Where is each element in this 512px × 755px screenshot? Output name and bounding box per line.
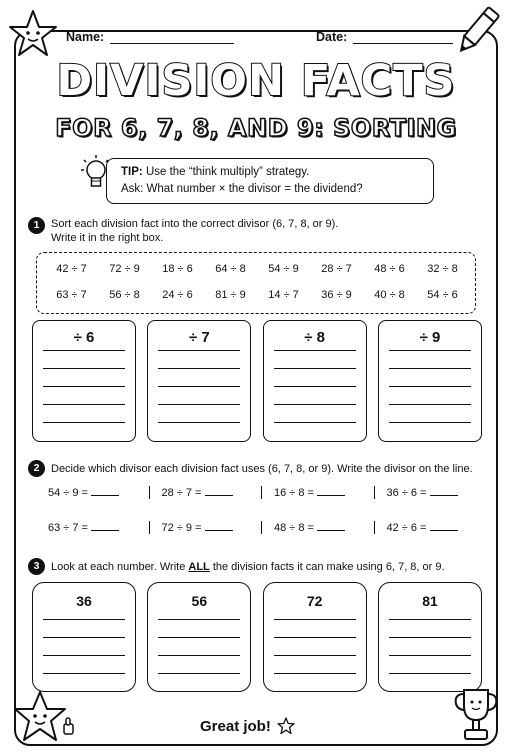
- fact-item: 54 ÷ 6: [427, 289, 458, 301]
- number-box-heading: 72: [306, 593, 323, 609]
- star-mascot-icon: [6, 8, 60, 62]
- number-box-72[interactable]: [263, 582, 367, 692]
- fact-item: 24 ÷ 6: [162, 289, 193, 301]
- sort-box-9[interactable]: [378, 320, 482, 442]
- number-boxes: [32, 582, 482, 692]
- answer-blank[interactable]: [317, 521, 345, 531]
- section-2-number: 2: [28, 460, 45, 477]
- emphasis-all: ALL: [188, 560, 210, 573]
- fact-item: 32 ÷ 8: [427, 263, 458, 275]
- fact-item: 42 ÷ 7: [56, 263, 87, 275]
- fact-item: 40 ÷ 8: [374, 289, 405, 301]
- number-box-81[interactable]: [378, 582, 482, 692]
- divisor-item: 48 ÷ 8 =: [261, 521, 374, 534]
- date-field: [316, 30, 453, 44]
- answer-blank[interactable]: [205, 486, 233, 496]
- tip-box: [106, 158, 434, 204]
- answer-blank[interactable]: [91, 486, 119, 496]
- divisor-item: 16 ÷ 8 =: [261, 486, 374, 499]
- tip-label: TIP:: [121, 166, 143, 178]
- number-box-heading: 36: [76, 593, 92, 609]
- sort-box-8[interactable]: [263, 320, 367, 442]
- section-3-number: 3: [28, 558, 45, 575]
- fact-item: 28 ÷ 7: [321, 263, 352, 275]
- pencil-icon: [450, 4, 506, 60]
- sort-box-heading: ÷ 7: [188, 329, 210, 346]
- section-1-instructions: [28, 217, 488, 245]
- sort-box-7[interactable]: [147, 320, 251, 442]
- fact-item: 54 ÷ 9: [268, 263, 299, 275]
- tip-text-2: Ask: What number × the divisor = the dividend?: [121, 183, 363, 195]
- section-3-instructions: 3 Look at each number. Write ALL the division facts it can make using 6, 7, 8, or 9.: [28, 558, 498, 575]
- fact-item: 72 ÷ 9: [109, 263, 140, 275]
- sort-box-6[interactable]: [32, 320, 136, 442]
- date-line[interactable]: [353, 32, 453, 44]
- sort-box-heading: ÷ 9: [419, 329, 441, 346]
- divisor-item: 42 ÷ 6 =: [374, 521, 487, 534]
- worksheet-subtitle: FOR 6, 7, 8, AND 9: SORTING: [55, 114, 457, 142]
- divisor-item: 63 ÷ 7 =: [36, 521, 149, 534]
- section-1-instruction-2: Write it in the right box.: [51, 232, 164, 244]
- divisor-item: 54 ÷ 9 =: [36, 486, 149, 499]
- sort-box-heading: ÷ 6: [73, 329, 95, 346]
- worksheet-title: DIVISION FACTS: [56, 56, 456, 106]
- number-box-heading: 56: [191, 593, 208, 609]
- number-box-heading: 81: [422, 593, 438, 609]
- answer-blank[interactable]: [430, 521, 458, 531]
- name-field: [66, 30, 234, 44]
- fact-bank: [36, 252, 476, 314]
- fact-item: 14 ÷ 7: [268, 289, 299, 301]
- answer-blank[interactable]: [205, 521, 233, 531]
- date-label: Date:: [316, 30, 348, 44]
- section-2-instruction: Decide which divisor each division fact uses (6, 7, 8, or 9). Write the divisor on the line.: [51, 462, 473, 475]
- number-box-36[interactable]: [32, 582, 136, 692]
- tip-text-1: Use the “think multiply” strategy.: [145, 166, 310, 178]
- fact-item: 56 ÷ 8: [109, 289, 140, 301]
- divisor-item: 36 ÷ 6 =: [374, 486, 487, 499]
- answer-blank[interactable]: [317, 486, 345, 496]
- trophy-icon: [446, 680, 506, 746]
- answer-blank[interactable]: [91, 521, 119, 531]
- name-label: Name:: [66, 30, 105, 44]
- great-job-message: [200, 717, 295, 735]
- section-1-instruction-1: Sort each division fact into the correct divisor (6, 7, 8, or 9).: [51, 218, 339, 230]
- star-outline-icon: [277, 717, 295, 735]
- name-line[interactable]: [110, 32, 234, 44]
- divisor-item: 72 ÷ 9 =: [149, 521, 262, 534]
- divisor-item: 28 ÷ 7 =: [149, 486, 262, 499]
- fact-item: 63 ÷ 7: [56, 289, 87, 301]
- divisor-items: [36, 486, 486, 534]
- section-2-instructions: [28, 460, 498, 477]
- section-1-number: 1: [28, 217, 45, 234]
- fact-item: 64 ÷ 8: [215, 263, 246, 275]
- answer-blank[interactable]: [430, 486, 458, 496]
- fact-item: 18 ÷ 6: [162, 263, 193, 275]
- great-job-text: Great job!: [200, 717, 271, 735]
- fact-item: 36 ÷ 9: [321, 289, 352, 301]
- number-box-56[interactable]: [147, 582, 251, 692]
- sort-boxes: [32, 320, 482, 442]
- fact-item: 81 ÷ 9: [215, 289, 246, 301]
- fact-item: 48 ÷ 6: [374, 263, 405, 275]
- sort-box-heading: ÷ 8: [304, 329, 326, 346]
- star-thumbs-up-icon: [8, 688, 78, 750]
